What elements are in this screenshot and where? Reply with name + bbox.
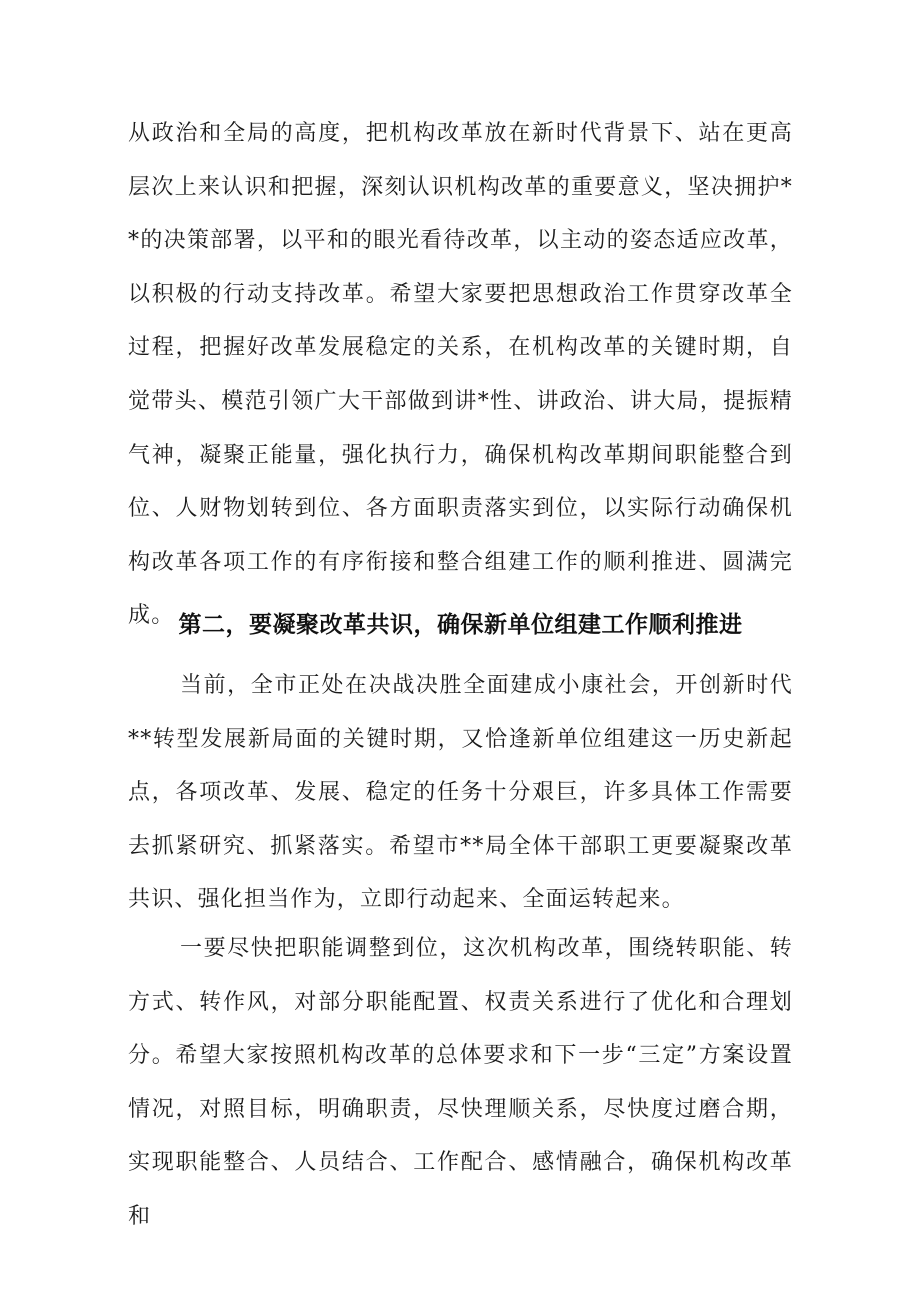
body-paragraph-3: 一要尽快把职能调整到位，这次机构改革，围绕转职能、转方式、转作风，对部分职能配置、权责关系进行了优化和合理划分。希望大家按照机构改革的总体要求和下一步“三定”方案设置情况，对照目标，明确职责，尽快理顺关系，尽快度过磨合期，实现职能整合、人员结合、工作配合、感情融合，确保机构改革和 — [128, 936, 793, 1229]
section-heading-2: 第二，要凝聚改革共识，确保新单位组建工作顺利推进 — [178, 612, 743, 638]
body-paragraph-2: 当前，全市正处在决战决胜全面建成小康社会，开创新时代**转型发展新局面的关键时期，又恰逢新单位组建这一历史新起点，各项改革、发展、稳定的任务十分艰巨，许多具体工作需要去抓紧研究、抓紧落实。希望市**局全体干部职工更要凝聚改革共识、强化担当作为，立即行动起来、全面运转起来。 — [128, 673, 793, 913]
body-paragraph-1: 从政治和全局的高度，把机构改革放在新时代背景下、站在更高层次上来认识和把握，深刻认识机构改革的重要意义，坚决拥护**的决策部署，以平和的眼光看待改革，以主动的姿态适应改革，以积极的行动支持改革。希望大家要把思想政治工作贯穿改革全过程，把握好改革发展稳定的关系，在机构改革的关键时期，自觉带头、模范引领广大干部做到讲*性、讲政治、讲大局，提振精气神，凝聚正能量，强化执行力，确保机构改革期间职能整合到位、人财物划转到位、各方面职责落实到位，以实际行动确保机构改革各项工作的有序衔接和整合组建工作的顺利推进、圆满完成。 — [128, 121, 793, 629]
